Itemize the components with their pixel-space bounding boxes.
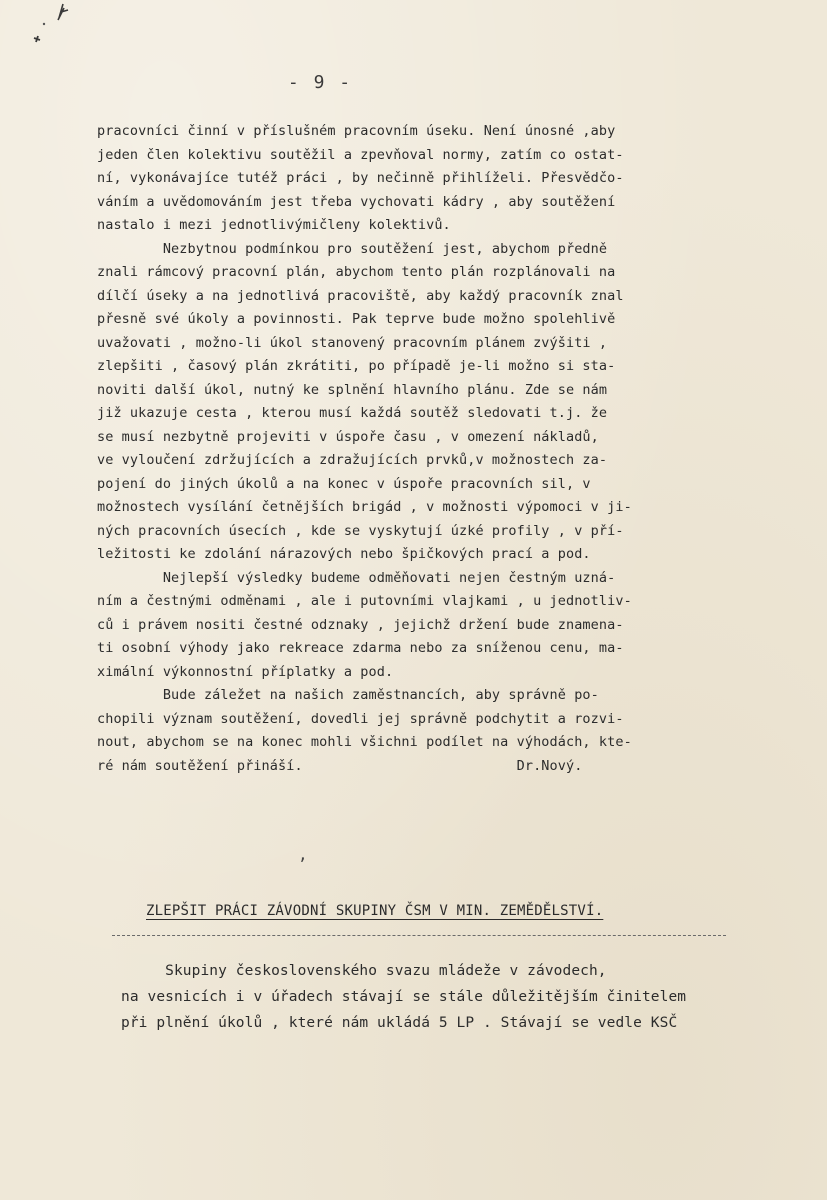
text-line: Bude záležet na našich zaměstnancích, aby správně po- (97, 687, 599, 703)
text-line: váním a uvědomováním jest třeba vychovati kádry , aby soutěžení (97, 193, 616, 210)
text-line: zlepšiti , časový plán zkrátiti, po případě je-li možno si sta- (97, 358, 616, 374)
text-line: ců i právem nositi čestné odznaky , jejichž držení bude znamena- (97, 616, 624, 633)
text-line: noviti další úkol, nutný ke splnění hlavního plánu. Zde se nám (97, 381, 608, 398)
text-line: ximální výkonnostní příplatky a pod. (97, 663, 394, 680)
text-line: ných pracovních úsecích , kde se vyskytují úzké profily , v pří- (97, 522, 624, 539)
text-line: již ukazuje cesta , kterou musí každá soutěž sledovati t.j. že (97, 405, 608, 421)
body-text (97, 120, 797, 778)
text-line: ti osobní výhody jako rekreace zdarma nebo za sníženou cenu, ma- (97, 640, 624, 656)
text-line: nout, abychom se na konec mohli všichni podílet na výhodách, kte- (97, 734, 632, 750)
text-line: ve vyloučení zdržujících a zdražujících prvků,v možnostech za- (97, 452, 608, 468)
text-line: na vesnicích i v úřadech stávají se stále důležitějším činitelem (121, 989, 687, 1005)
text-line: nastalo i mezi jednotlivýmičleny kolektivů. (97, 217, 451, 233)
text-line: dílčí úseky a na jednotlivá pracoviště, aby každý pracovník znal (97, 287, 624, 304)
section-text (121, 958, 801, 1036)
text-line: uvažovati , možno-li úkol stanovený pracovním plánem zvýšiti , (97, 334, 608, 351)
heading-underline (112, 935, 726, 936)
text-line: ním a čestnými odměnami , ale i putovními vlajkami , u jednotliv- (97, 593, 632, 609)
text-line: jeden člen kolektivu soutěžil a zpevňoval normy, zatím co ostat- (97, 146, 624, 163)
text-line: přesně své úkoly a povinnosti. Pak teprve bude možno spolehlivě (97, 311, 616, 327)
text-line: se musí nezbytně projeviti v úspoře času , v omezení nákladů, (97, 428, 599, 445)
text-line: ré nám soutěžení přináší. Dr.Nový. (97, 757, 583, 774)
text-line: znali rámcový pracovní plán, abychom tento plán rozplánovali na (97, 264, 616, 280)
text-line: Nezbytnou podmínkou pro soutěžení jest, abychom předně (97, 240, 608, 257)
text-line: ní, vykonávajíce tutéž práci , by nečinně přihlíželi. Přesvědčo- (97, 170, 624, 186)
page-number: - 9 - (287, 72, 353, 93)
text-line: ležitosti ke zdolání nárazových nebo špičkových prací a pod. (97, 546, 591, 562)
text-line: pojení do jiných úkolů a na konec v úspoře pracovních sil, v (97, 475, 591, 492)
section-heading: ZLEPŠIT PRÁCI ZÁVODNÍ SKUPINY ČSM V MIN. ZEMĚDĚLSTVÍ. (146, 903, 604, 919)
text-line: pracovníci činní v příslušném pracovním úseku. Není únosné ,aby (97, 123, 616, 139)
text-line: chopili význam soutěžení, dovedli jej správně podchytit a rozvi- (97, 710, 624, 727)
text-line: Skupiny československého svazu mládeže v závodech, (121, 963, 607, 979)
text-line: při plnění úkolů , které nám ukládá 5 LP . Stávají se vedle KSČ (121, 1015, 678, 1031)
ink-mark-icon (28, 2, 78, 48)
section-separator: , (298, 845, 308, 864)
text-line: možnostech vysílání četnějších brigád , v možnosti výpomoci v ji- (97, 499, 632, 515)
text-line: Nejlepší výsledky budeme odměňovati nejen čestným uzná- (97, 569, 616, 586)
